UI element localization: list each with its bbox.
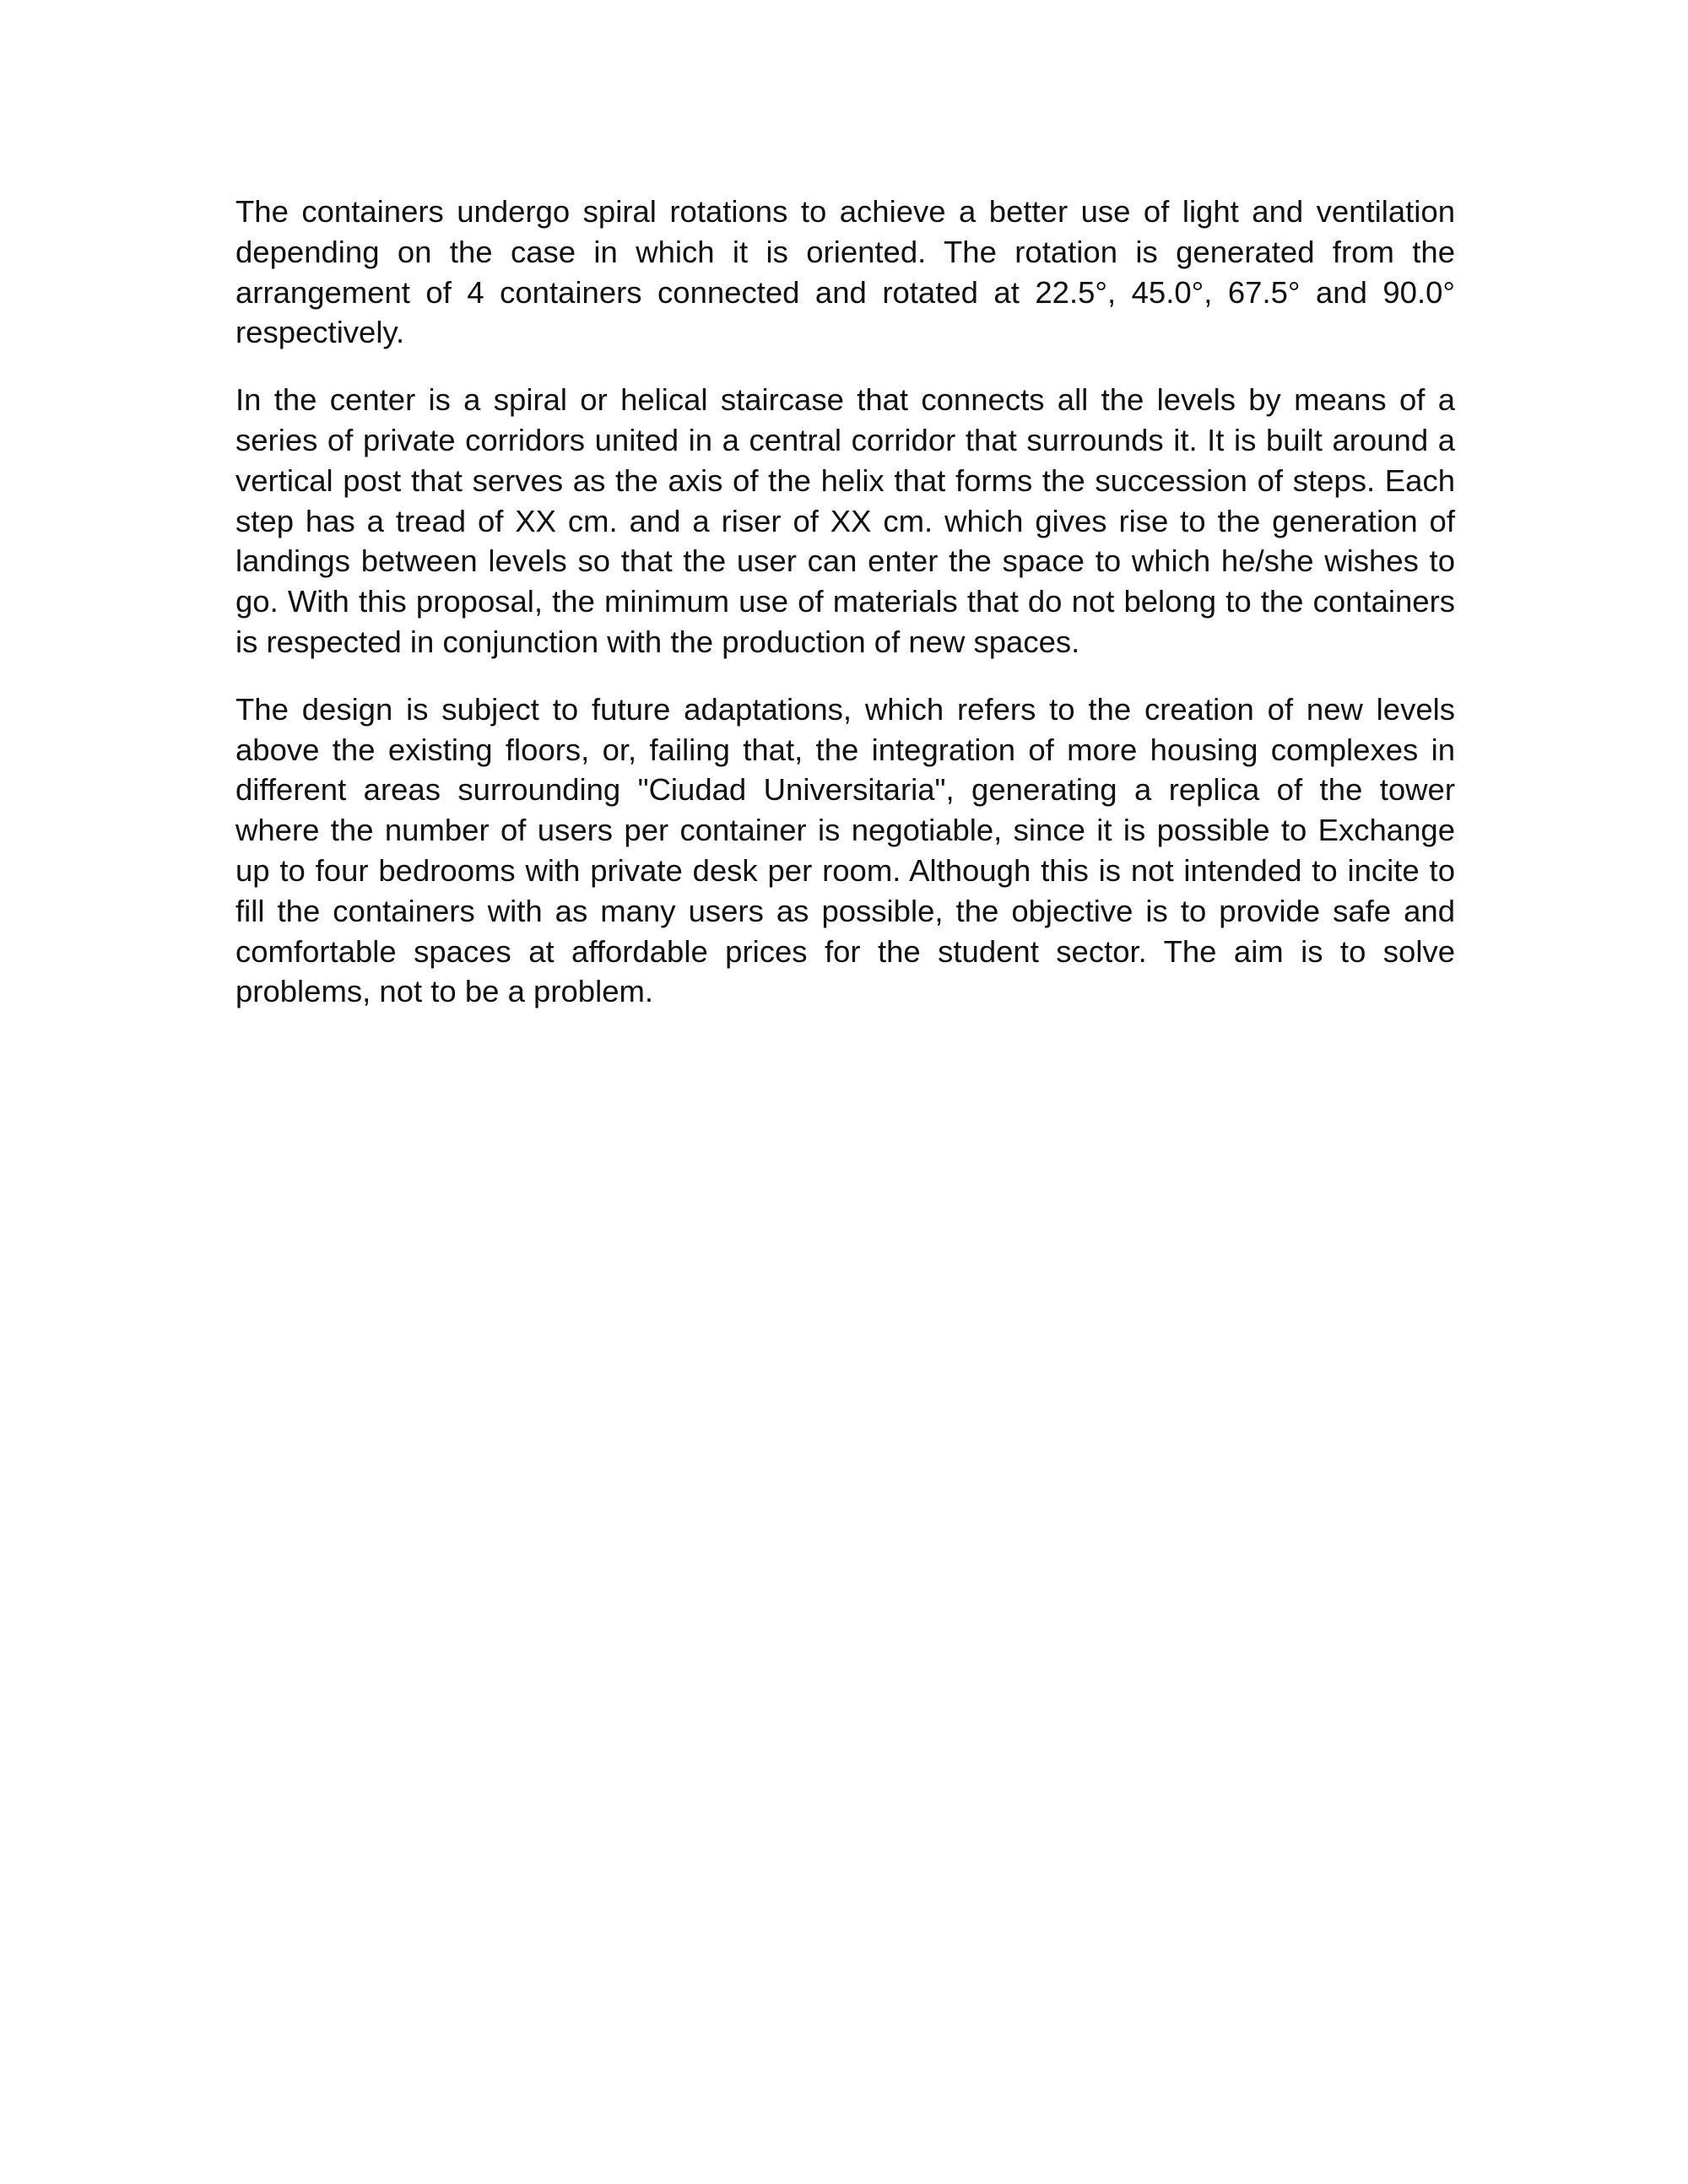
paragraph-2: In the center is a spiral or helical staircase that connects all the levels by means of a series of private corridors united in a central corridor that surrounds it. It is built around a vertical post that serves as the axis of the helix that forms the succession of steps. Each step has a tread of XX cm. and a riser of XX cm. which gives rise to the generation of landings between levels so that the user can enter the space to which he/she wishes to go. With this proposal, the minimum use of materials that do not belong to the containers is respected in conjunction with the production of new spaces. bbox=[235, 382, 1455, 659]
paragraph-1: The containers undergo spiral rotations to achieve a better use of light and ventilation depending on the case in which it is oriented. The rotation is generated from the arrangement of 4 containers connected and rotated at 22.5°, 45.0°, 67.5° and 90.0° respectively. bbox=[235, 194, 1455, 350]
body-text bbox=[235, 192, 1455, 1039]
paragraph-3: The design is subject to future adaptations, which refers to the creation of new levels above the existing floors, or, failing that, the integration of more housing complexes in different areas surrounding "Ciudad Universitaria", generating a replica of the tower where the number of users per container is negotiable, since it is possible to Exchange up to four bedrooms with private desk per room. Although this is not intended to incite to fill the containers with as many users as possible, the objective is to provide safe and comfortable spaces at affordable prices for the student sector. The aim is to solve problems, not to be a problem. bbox=[235, 691, 1455, 1009]
